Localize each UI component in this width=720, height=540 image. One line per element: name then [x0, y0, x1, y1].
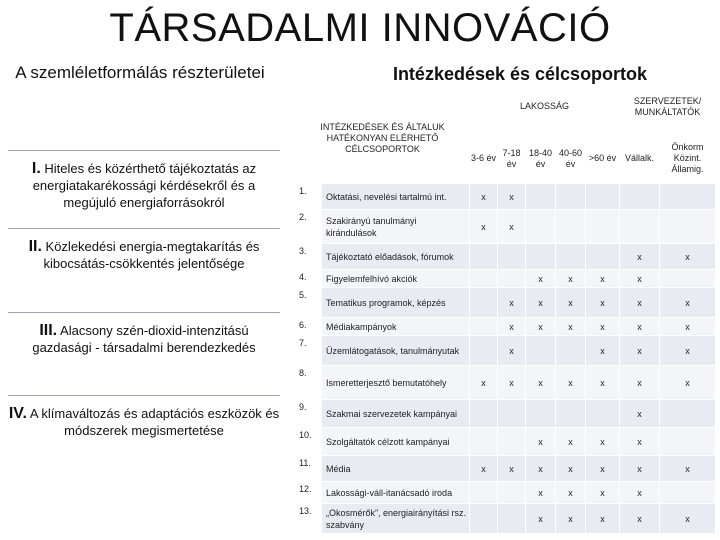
mark-cell: x [556, 482, 586, 504]
column-header: 40-60 év [556, 134, 586, 184]
table-row [296, 244, 716, 270]
row-label: Üzemlátogatások, tanulmányutak [322, 336, 470, 366]
mark-cell [498, 244, 526, 270]
mark-cell [660, 210, 716, 244]
row-number: 7. [296, 336, 322, 366]
row-label: Ismeretterjesztő bemutatóhely [322, 366, 470, 400]
row-number: 9. [296, 400, 322, 428]
area-text: Hiteles és közérthető tájékoztatás az energiatakarékossági kérdésekről és a megújuló energiaforrásokról [32, 161, 257, 210]
mark-cell: x [620, 318, 660, 336]
measures-header: INTÉZKEDÉSEK ÉS ÁLTALUK HATÉKONYAN ELÉRHETŐ CÉLCSOPORTOK [296, 94, 470, 184]
mark-cell [470, 504, 498, 534]
row-label: Oktatási, nevelési tartalmú int. [322, 184, 470, 210]
mark-cell: x [498, 288, 526, 318]
mark-cell [526, 244, 556, 270]
mark-cell: x [556, 288, 586, 318]
area-item-3 [8, 322, 280, 356]
mark-cell [470, 288, 498, 318]
table-row [296, 318, 716, 336]
table-row [296, 482, 716, 504]
mark-cell: x [556, 456, 586, 482]
mark-cell: x [470, 184, 498, 210]
area-item-1 [8, 160, 280, 211]
column-header: 3-6 év [470, 134, 498, 184]
mark-cell [660, 428, 716, 456]
mark-cell [498, 270, 526, 288]
area-number: II. [28, 238, 42, 255]
mark-cell: x [620, 336, 660, 366]
row-number: 5. [296, 288, 322, 318]
mark-cell [498, 482, 526, 504]
mark-cell [498, 504, 526, 534]
row-number: 4. [296, 270, 322, 288]
mark-cell: x [498, 366, 526, 400]
mark-cell: x [526, 366, 556, 400]
mark-cell: x [498, 336, 526, 366]
table-row [296, 336, 716, 366]
column-header: Önkorm Közint. Államig. [660, 134, 716, 184]
row-label: Szolgáltatók célzott kampányai [322, 428, 470, 456]
left-section-heading: A szemléletformálás részterületei [15, 63, 265, 82]
area-number: I. [31, 160, 41, 177]
mark-cell: x [586, 428, 620, 456]
mark-cell: x [660, 456, 716, 482]
row-label: Tájékoztató előadások, fórumok [322, 244, 470, 270]
divider [8, 228, 280, 229]
mark-cell: x [470, 456, 498, 482]
area-number: III. [39, 322, 58, 339]
mark-cell: x [470, 210, 498, 244]
row-number: 6. [296, 318, 322, 336]
mark-cell [660, 270, 716, 288]
row-label: „Okosmérők”, energiairányítási rsz. szabvány [322, 504, 470, 534]
mark-cell: x [660, 504, 716, 534]
mark-cell: x [620, 288, 660, 318]
mark-cell: x [470, 366, 498, 400]
row-label: Szakirányú tanulmányi kirándulások [322, 210, 470, 244]
mark-cell: x [620, 428, 660, 456]
mark-cell: x [586, 482, 620, 504]
mark-cell: x [586, 504, 620, 534]
mark-cell: x [556, 428, 586, 456]
mark-cell: x [526, 270, 556, 288]
mark-cell: x [556, 270, 586, 288]
column-header: 7-18 év [498, 134, 526, 184]
mark-cell: x [498, 184, 526, 210]
row-label: Médiakampányok [322, 318, 470, 336]
mark-cell [526, 210, 556, 244]
mark-cell: x [586, 318, 620, 336]
mark-cell [556, 400, 586, 428]
organizations-header: SZERVEZETEK/ MUNKÁLTATÓK [620, 94, 716, 120]
measures-table [295, 93, 716, 534]
mark-cell: x [526, 428, 556, 456]
mark-cell: x [586, 456, 620, 482]
area-text: A klímaváltozás és adaptációs eszközök és módszerek megismertetése [29, 406, 280, 438]
row-number: 10. [296, 428, 322, 456]
table-row [296, 288, 716, 318]
mark-cell [620, 210, 660, 244]
mark-cell [470, 428, 498, 456]
mark-cell: x [556, 318, 586, 336]
mark-cell [470, 270, 498, 288]
mark-cell: x [586, 270, 620, 288]
mark-cell: x [556, 504, 586, 534]
mark-cell [660, 482, 716, 504]
mark-cell: x [620, 270, 660, 288]
mark-cell: x [660, 244, 716, 270]
row-number: 13. [296, 504, 322, 534]
mark-cell [586, 184, 620, 210]
mark-cell [470, 244, 498, 270]
row-label: Figyelemfelhívó akciók [322, 270, 470, 288]
mark-cell: x [556, 366, 586, 400]
mark-cell [526, 400, 556, 428]
mark-cell: x [526, 504, 556, 534]
mark-cell: x [660, 288, 716, 318]
column-header: Vállalk. [620, 134, 660, 184]
row-number: 2. [296, 210, 322, 244]
row-number: 8. [296, 366, 322, 400]
mark-cell [470, 482, 498, 504]
area-item-2 [8, 238, 280, 272]
mark-cell: x [526, 482, 556, 504]
mark-cell: x [660, 366, 716, 400]
row-label: Szakmai szervezetek kampányai [322, 400, 470, 428]
table-row [296, 428, 716, 456]
right-section-heading: Intézkedések és célcsoportok [392, 64, 648, 84]
mark-cell [556, 336, 586, 366]
table-row [296, 270, 716, 288]
column-header: 18-40 év [526, 134, 556, 184]
table-row [296, 210, 716, 244]
mark-cell [470, 318, 498, 336]
mark-cell [526, 184, 556, 210]
mark-cell [498, 400, 526, 428]
mark-cell: x [620, 400, 660, 428]
mark-cell: x [498, 318, 526, 336]
mark-cell [556, 210, 586, 244]
mark-cell [586, 210, 620, 244]
mark-cell: x [498, 210, 526, 244]
table-row [296, 184, 716, 210]
mark-cell [660, 400, 716, 428]
mark-cell [660, 184, 716, 210]
mark-cell [498, 428, 526, 456]
column-header: >60 év [586, 134, 620, 184]
area-text: Alacsony szén-dioxid-intenzitású gazdasági - társadalmi berendezkedés [32, 323, 256, 355]
mark-cell: x [660, 336, 716, 366]
row-number: 12. [296, 482, 322, 504]
area-text: Közlekedési energia-megtakarítás és kibocsátás-csökkentés jelentősége [43, 239, 260, 271]
row-label: Lakossági-váll-itanácsadó iroda [322, 482, 470, 504]
population-header: LAKOSSÁG [470, 94, 620, 120]
mark-cell: x [498, 456, 526, 482]
mark-cell [470, 336, 498, 366]
mark-cell [620, 184, 660, 210]
table-row [296, 400, 716, 428]
mark-cell [556, 184, 586, 210]
mark-cell: x [620, 366, 660, 400]
mark-cell: x [620, 504, 660, 534]
divider [8, 312, 280, 313]
mark-cell: x [586, 288, 620, 318]
mark-cell [526, 336, 556, 366]
page-title: TÁRSADALMI INNOVÁCIÓ [109, 6, 611, 50]
mark-cell: x [526, 288, 556, 318]
mark-cell: x [620, 456, 660, 482]
mark-cell: x [586, 366, 620, 400]
row-number: 3. [296, 244, 322, 270]
mark-cell [586, 400, 620, 428]
area-number: IV. [8, 405, 27, 422]
row-number: 11. [296, 456, 322, 482]
mark-cell: x [526, 456, 556, 482]
divider [8, 150, 280, 151]
mark-cell: x [660, 318, 716, 336]
header-spacer [470, 120, 716, 134]
mark-cell: x [620, 482, 660, 504]
table-row [296, 366, 716, 400]
mark-cell: x [586, 336, 620, 366]
table-row [296, 504, 716, 534]
mark-cell [470, 400, 498, 428]
mark-cell: x [620, 244, 660, 270]
row-number: 1. [296, 184, 322, 210]
mark-cell: x [526, 318, 556, 336]
row-label: Média [322, 456, 470, 482]
row-label: Tematikus programok, képzés [322, 288, 470, 318]
divider [8, 395, 280, 396]
mark-cell [556, 244, 586, 270]
table-row [296, 456, 716, 482]
mark-cell [586, 244, 620, 270]
area-item-4 [8, 405, 280, 439]
